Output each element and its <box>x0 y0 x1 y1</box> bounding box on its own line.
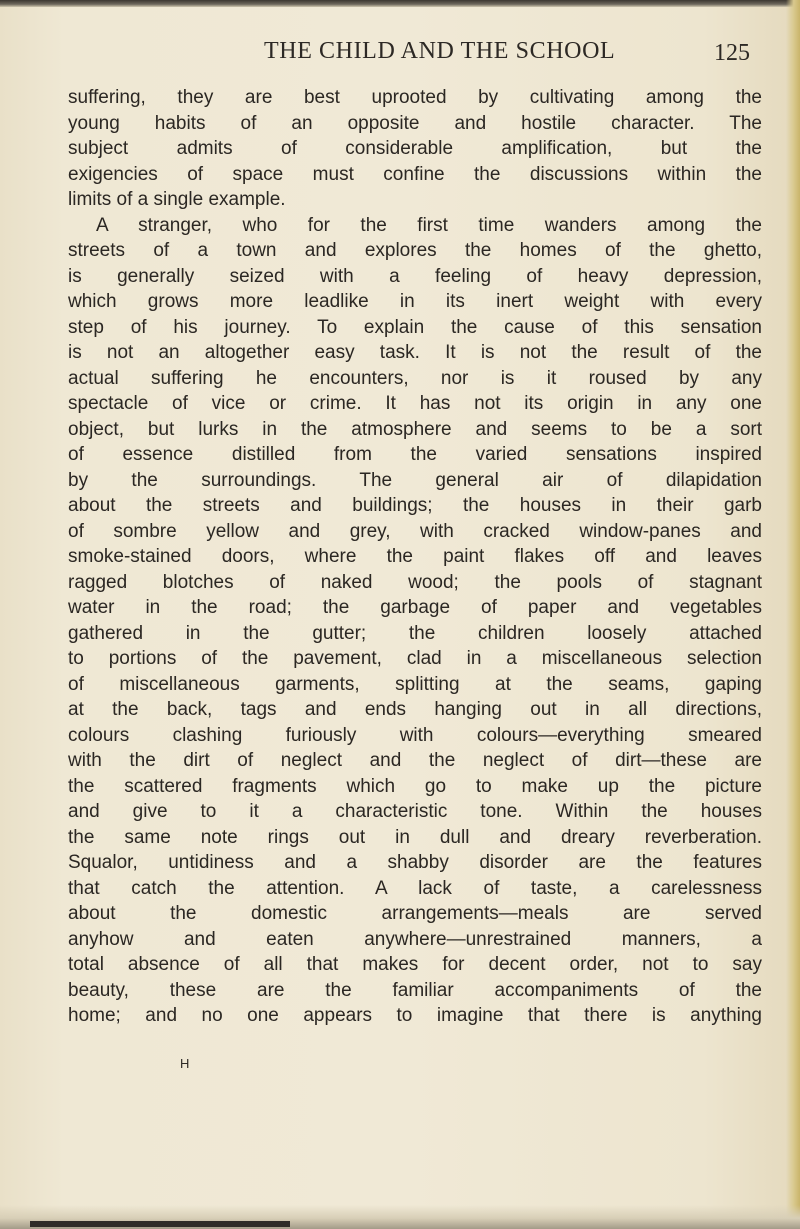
text-line: about the domestic arrangements—meals are served <box>68 903 762 924</box>
text-line: colours clashing furiously with colours—everything smeared <box>68 724 762 746</box>
text-line: subject admits of considerable amplification, but the <box>68 138 762 159</box>
text-line: the same note rings out in dull and dreary reverberation. <box>68 826 762 848</box>
text-line: young habits of an opposite and hostile character. The <box>68 112 762 134</box>
text-line: of miscellaneous garments, splitting at the seams, gaping <box>68 673 762 695</box>
body-text <box>68 85 762 1029</box>
text-line: water in the road; the garbage of paper and vegetables <box>68 597 762 618</box>
text-line: which grows more leadlike in its inert weight with every <box>68 291 762 312</box>
text-line: and give to it a characteristic tone. Within the houses <box>68 801 762 822</box>
text-line: total absence of all that makes for decent order, not to say <box>68 954 762 975</box>
text-line: home; and no one appears to imagine that there is anything <box>68 1005 762 1026</box>
text-line: A stranger, who for the first time wanders among the <box>96 214 762 236</box>
text-line: anyhow and eaten anywhere—unrestrained manners, a <box>68 928 762 950</box>
text-line: gathered in the gutter; the children loosely attached <box>68 622 762 644</box>
text-line: limits of a single example. <box>68 189 286 210</box>
text-line: object, but lurks in the atmosphere and seems to be a sort <box>68 418 762 440</box>
text-line: that catch the attention. A lack of taste, a carelessness <box>68 877 762 899</box>
text-line: of essence distilled from the varied sensations inspired <box>68 444 762 465</box>
text-line: suffering, they are best uprooted by cultivating among the <box>68 87 762 108</box>
text-line: Squalor, untidiness and a shabby disorder are the features <box>68 852 762 873</box>
running-head: THE CHILD AND THE SCHOOL <box>264 38 616 64</box>
page-number: 125 <box>714 40 750 66</box>
text-line: of sombre yellow and grey, with cracked window-panes and <box>68 520 762 542</box>
page-bottom-rule <box>30 1221 290 1227</box>
text-line: by the surroundings. The general air of dilapidation <box>68 469 762 491</box>
text-line: ragged blotches of naked wood; the pools of stagnant <box>68 571 762 593</box>
text-line: at the back, tags and ends hanging out in all directions, <box>68 699 762 720</box>
text-line: to portions of the pavement, clad in a miscellaneous selection <box>68 648 762 669</box>
text-line: about the streets and buildings; the houses in their garb <box>68 495 762 516</box>
text-line: the scattered fragments which go to make up the picture <box>68 775 762 797</box>
text-line: actual suffering he encounters, nor is it roused by any <box>68 367 762 389</box>
text-line: exigencies of space must confine the discussions within the <box>68 163 762 185</box>
text-line: smoke-stained doors, where the paint flakes off and leaves <box>68 546 762 567</box>
text-line: with the dirt of neglect and the neglect of dirt—these are <box>68 750 762 771</box>
text-line: is not an altogether easy task. It is not the result of the <box>68 342 762 363</box>
page-right-edge <box>786 0 800 1229</box>
text-line: spectacle of vice or crime. It has not its origin in any one <box>68 393 762 414</box>
signature-mark: H <box>180 1056 190 1071</box>
text-line: streets of a town and explores the homes of the ghetto, <box>68 240 762 261</box>
text-line: beauty, these are the familiar accompaniments of the <box>68 979 762 1001</box>
page-top-edge <box>0 0 800 7</box>
text-line: step of his journey. To explain the cause of this sensation <box>68 316 762 338</box>
text-line: is generally seized with a feeling of heavy depression, <box>68 265 762 287</box>
